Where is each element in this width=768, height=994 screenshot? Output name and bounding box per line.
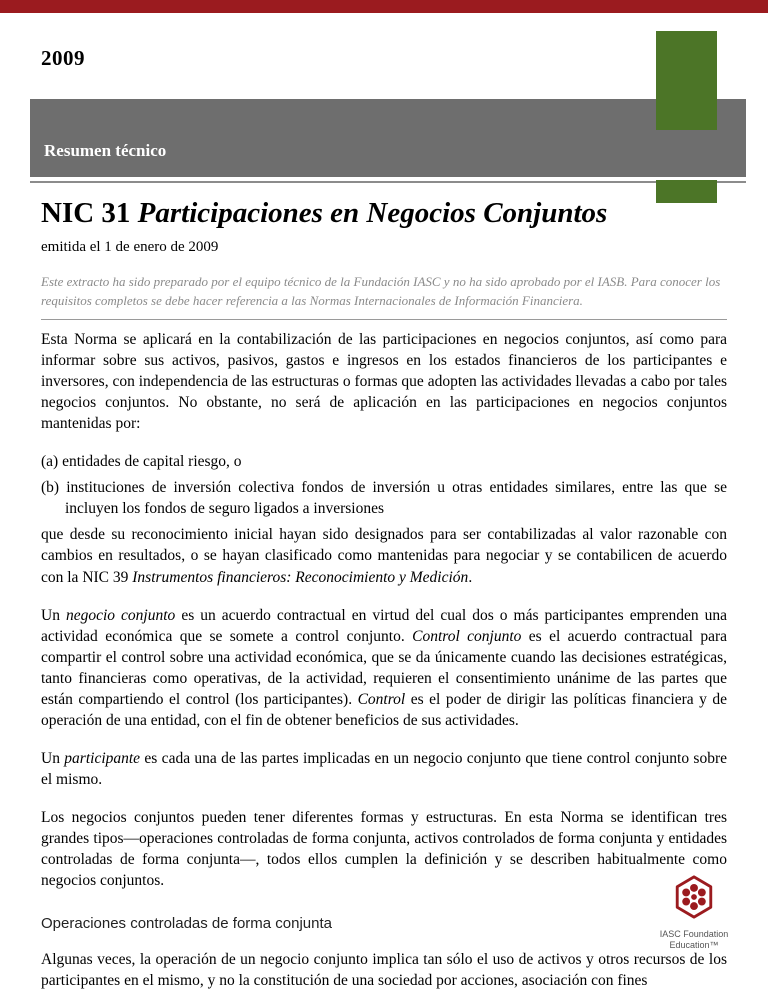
term-control-conjunto: Control conjunto: [412, 627, 522, 645]
paragraph-exceptions-text: que desde su reconocimiento inicial hayan sido designados para ser contabilizadas al valor razonable con cambios en resultados, o se hayan clasificado como mantenidas para negociar y se contabilicen de acuerdo con la NIC 39: [41, 526, 727, 586]
participante-text-2: es cada una de las partes implicadas en un negocio conjunto que tiene control conjunto sobre el mismo.: [41, 750, 727, 789]
nic39-title-italic: Instrumentos financieros: Reconocimiento y Medición: [132, 568, 469, 586]
iasc-foundation-logo: [644, 874, 744, 952]
logo-caption-line2: Education™: [669, 940, 719, 951]
document-content: [41, 197, 727, 991]
term-control: Control: [357, 690, 406, 708]
header-divider-line: [30, 181, 746, 183]
header-band: [30, 99, 746, 177]
def-text-3: es el acuerdo contractual para compartir el control sobre una actividad económica, que se da únicamente cuando las decisiones estratégicas, tanto financieras como operativas, de la actividad, requieren el consentimiento unánime de las partes que están compartiendo el control (los participantes).: [41, 627, 727, 708]
paragraph-tipos: Los negocios conjuntos pueden tener diferentes formas y estructuras. En esta Norma se identifican tres grandes tipos—operaciones controladas de forma conjunta, activos controlados de forma conjunta y entidades controladas de forma conjunta—, todos ellos cumplen la definición y se describen habitualmente como negocios conjuntos.: [41, 809, 727, 890]
green-accent-square: [656, 180, 717, 203]
paragraph-operaciones: Algunas veces, la operación de un negocio conjunto implica tan sólo el uso de activos y otros recursos de los participantes en el mismo, y no la constitución de una sociedad por acciones, asociación con fines: [41, 950, 727, 989]
document-title-italic: Participaciones en Negocios Conjuntos: [137, 197, 608, 229]
def-text-2: es un acuerdo contractual en virtud del cual dos o más participantes emprenden una actividad económica que se somete a control conjunto.: [41, 606, 727, 645]
band-title: Resumen técnico: [44, 141, 167, 160]
disclaimer-text: Este extracto ha sido preparado por el equipo técnico de la Fundación IASC y no ha sido aprobado por el IASB. Para conocer los requisitos completos se debe hacer referencia a las Normas Internacionales de Información Financiera.: [41, 274, 721, 308]
top-red-bar: [0, 0, 768, 13]
paragraph-participante: [41, 748, 727, 790]
logo-caption: [644, 929, 744, 952]
document-title: [41, 197, 727, 230]
issue-date-line: emitida el 1 de enero de 2009: [41, 239, 219, 256]
participante-text-1: Un: [41, 750, 65, 768]
def-text-4: es el poder de dirigir las políticas financiera y de operación de una entidad, con el fin de obtener beneficios de sus actividades.: [41, 690, 727, 729]
paragraph-exceptions: [41, 524, 727, 587]
def-text-1: Un: [41, 606, 66, 624]
logo-caption-line1: IASC Foundation: [659, 928, 729, 939]
green-accent-block: [656, 31, 717, 130]
list-item-a: (a) entidades de capital riesgo, o: [41, 453, 242, 471]
section-heading-operaciones: Operaciones controladas de forma conjunta: [41, 914, 333, 932]
year-label: 2009: [41, 46, 85, 70]
content-divider: [41, 319, 727, 320]
term-negocio-conjunto: negocio conjunto: [65, 606, 176, 624]
iasc-logo-icon: [671, 874, 717, 920]
paragraph-scope: Esta Norma se aplicará en la contabilización de las participaciones en negocios conjuntos, así como para informar sobre sus activos, pasivos, gastos e ingresos en los estados financieros de los participantes e inversores, con independencia de las estructuras o formas que adopten las actividades llevadas a cabo por tales negocios conjuntos. No obstante, no será de aplicación en las participaciones en negocios conjuntos mantenidas por:: [41, 330, 727, 433]
list-item-b: (b) instituciones de inversión colectiva fondos de inversión u otras entidades similares, entre las que se incluyen los fondos de seguro ligados a inversiones: [41, 479, 727, 518]
term-participante: participante: [64, 750, 141, 768]
document-title-prefix: NIC 31: [41, 197, 131, 229]
paragraph-definitions: [41, 605, 727, 731]
paragraph-exceptions-end: .: [468, 568, 473, 586]
